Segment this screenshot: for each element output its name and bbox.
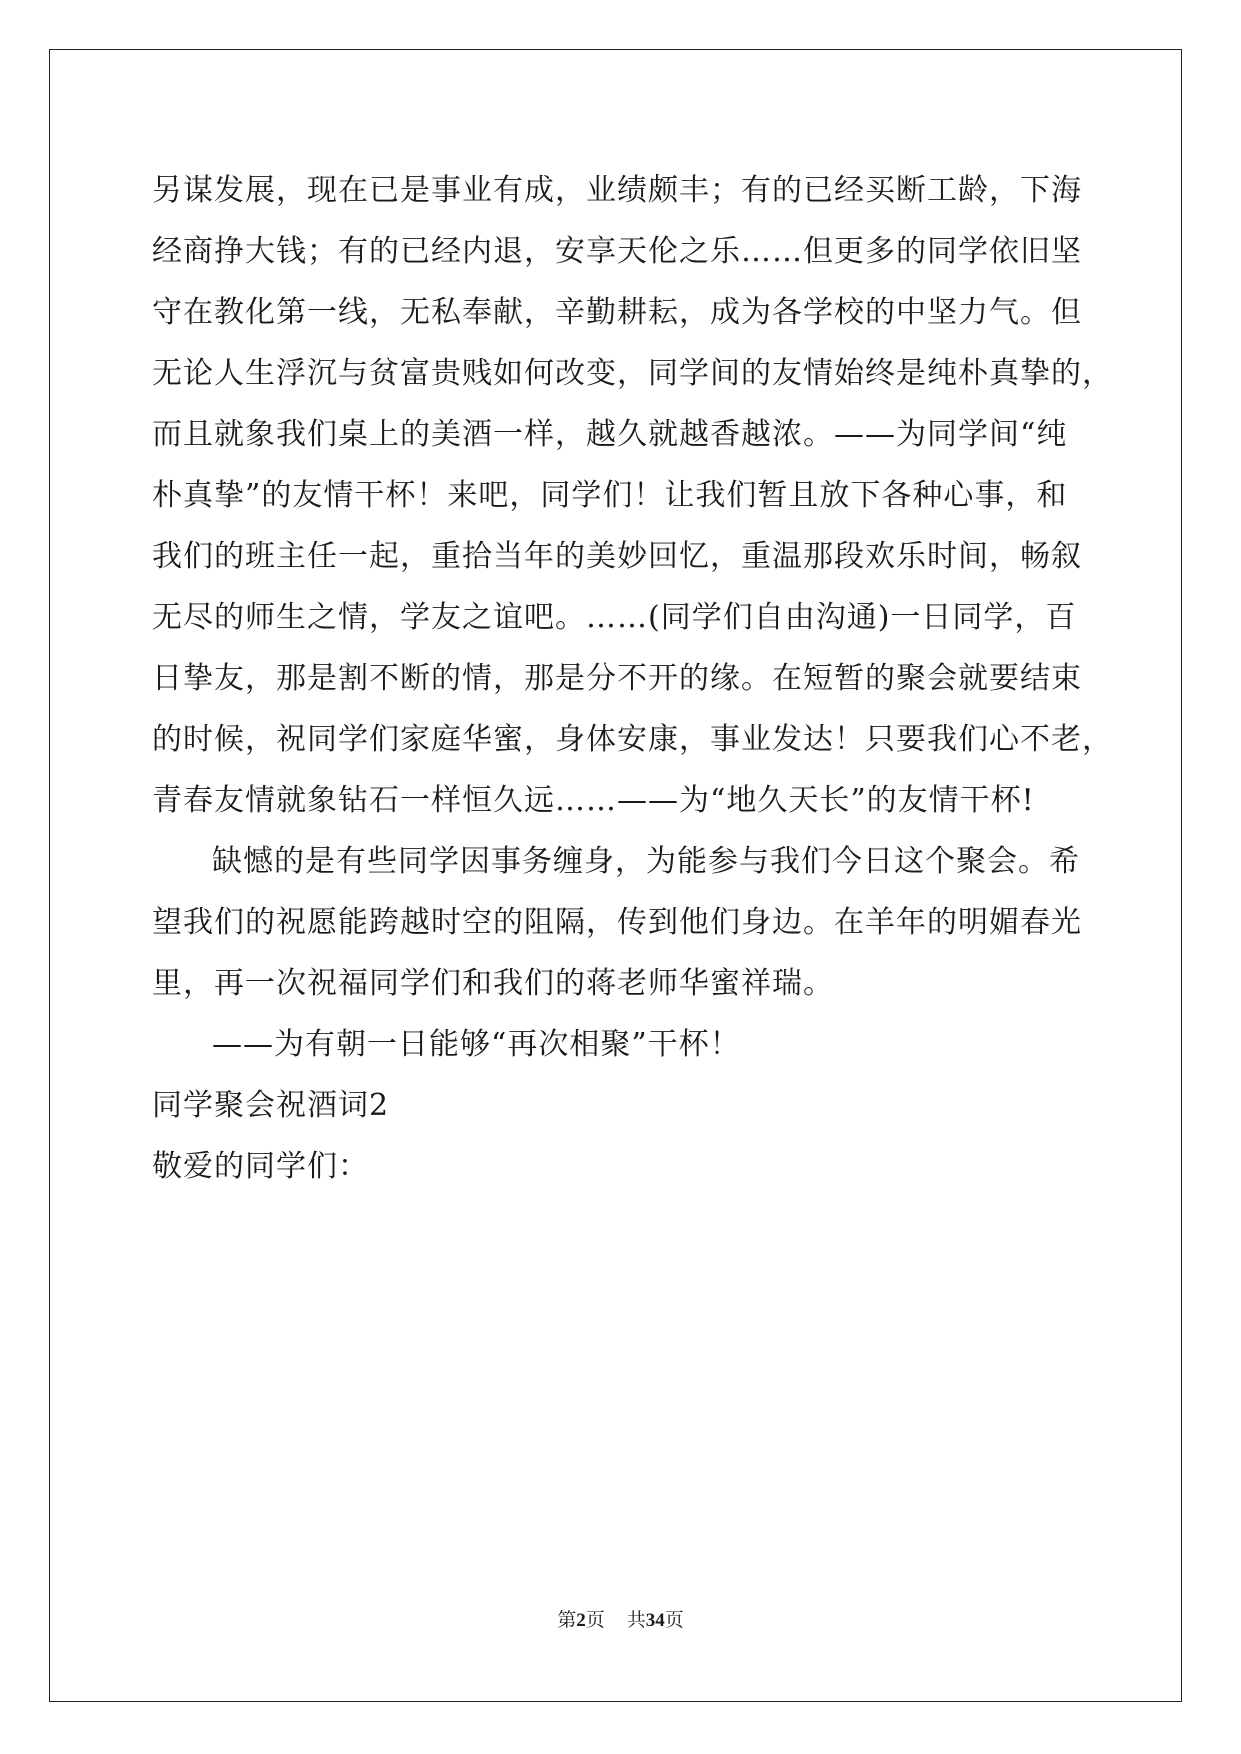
text-line: 无论人生浮沉与贫富贵贱如何改变，同学间的友情始终是纯朴真挚的， bbox=[152, 356, 1113, 391]
text-line: 望我们的祝愿能跨越时空的阻隔，传到他们身边。在羊年的明媚春光 bbox=[152, 905, 1082, 940]
text-line: 朴真挚”的友情干杯！来吧，同学们！让我们暂且放下各种心事，和 bbox=[152, 478, 1068, 513]
footer-total-suffix: 页 bbox=[664, 1609, 684, 1631]
salutation: 敬爱的同学们： bbox=[152, 1149, 369, 1184]
current-page-number: 2 bbox=[576, 1610, 586, 1631]
text-line: 无尽的师生之情，学友之谊吧。……(同学们自由沟通)一日同学，百 bbox=[152, 600, 1077, 635]
paragraph-start-line: 缺憾的是有些同学因事务缠身，为能参与我们今日这个聚会。希 bbox=[212, 844, 1080, 879]
section-heading: 同学聚会祝酒词2 bbox=[152, 1088, 390, 1123]
footer-total-prefix: 共 bbox=[626, 1609, 646, 1631]
text-line: 经商挣大钱；有的已经内退，安享天伦之乐……但更多的同学依旧坚 bbox=[152, 234, 1082, 269]
text-line: 另谋发展，现在已是事业有成，业绩颇丰；有的已经买断工龄，下海 bbox=[152, 173, 1082, 208]
text-line: 的时候，祝同学们家庭华蜜，身体安康，事业发达！只要我们心不老， bbox=[152, 722, 1113, 757]
text-line: 青春友情就象钻石一样恒久远……——为“地久天长”的友情干杯! bbox=[152, 783, 1035, 818]
page-footer bbox=[0, 1605, 1241, 1632]
text-line: 守在教化第一线，无私奉献，辛勤耕耘，成为各学校的中坚力气。但 bbox=[152, 295, 1082, 330]
footer-page-suffix: 页 bbox=[585, 1609, 605, 1631]
total-page-count: 34 bbox=[645, 1610, 665, 1631]
toast-line: ——为有朝一日能够“再次相聚”干杯！ bbox=[212, 1027, 741, 1062]
text-line: 我们的班主任一起，重拾当年的美妙回忆，重温那段欢乐时间，畅叙 bbox=[152, 539, 1082, 574]
footer-prefix: 第 bbox=[557, 1609, 577, 1631]
text-line: 日挚友，那是割不断的情，那是分不开的缘。在短暂的聚会就要结束 bbox=[152, 661, 1082, 696]
document-body bbox=[152, 160, 1113, 1197]
text-line: 而且就象我们桌上的美酒一样，越久就越香越浓。——为同学间“纯 bbox=[152, 417, 1068, 452]
text-line: 里，再一次祝福同学们和我们的蒋老师华蜜祥瑞。 bbox=[152, 966, 834, 1001]
